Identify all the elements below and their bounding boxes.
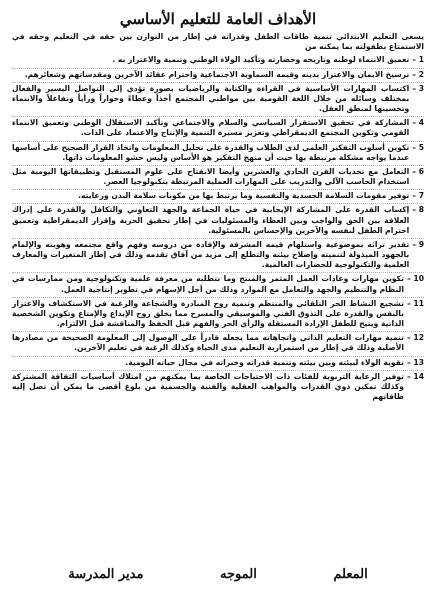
objective-text: ترسيخ الايمان والاعتزاز بدينه وقيمه السماوية الاجتماعية واحترام عقائد الآخرين ومقدساتهم وشعائرهم. xyxy=(24,69,410,79)
objective-item xyxy=(12,272,424,296)
objective-number: 11 – xyxy=(406,298,424,308)
objective-text: تكوين أسلوب التفكير العلمي لدى الطلاب والقدرة على تحليل المعلومات واتخاذ القرار الصحيح على أساسها عندما يواجه مشكلة مرتبطة بها حيث أن منهج التفكير هو الأساس وليس حشو المعلومات ذاتها. xyxy=(12,142,410,162)
signature-principal: مدير المدرسة xyxy=(68,567,144,582)
objective-item xyxy=(12,54,424,67)
objective-number: 13 – xyxy=(406,357,424,367)
objective-text: تعميق الانتماء لوطنه وتاريخه وحضارته وتأكيد الولاء الوطني وتنمية والاعتزاز به . xyxy=(112,55,410,65)
objective-text: تشجيع النشاط الحر التلقائي والمنتظم وتنمية روح المبادرة والشجاعة والرغبة في الاستكشاف والاعتزاز بالنفس والقدرة على التذوق الفني والموسيقي والمسرح مما يخلق روح الإبداع والإمتاع وتكوين الشخصية الذاتية ويتيح للطفل الإرادة المستقلة والرأي الحر والفهم قبل الحفظ والمناقشة قبل الالتزام. xyxy=(12,298,404,329)
objective-item xyxy=(12,116,424,140)
objective-number: 7 – xyxy=(412,191,424,201)
signature-teacher: المعلم xyxy=(333,567,368,582)
objective-text: تقوية الولاء لبيئته وبين بيئته وتنمية قدراته وخبراته في مجال حياته اليومية. xyxy=(125,357,404,367)
intro-paragraph: يسعى التعليم الابتدائي تنمية طاقات الطفل وقدراته في إطار من التوازن بين حقه في التعليم وحقه في الاستمتاع بطفولته بما يمكنه من xyxy=(12,32,424,52)
objective-item xyxy=(12,68,424,82)
objective-number: 12 – xyxy=(406,333,424,343)
objective-item xyxy=(12,297,424,332)
objective-text: إكساب القدرة على المشاركة الإيجابية في حياة الجماعة والجهد التعاوني والتكافل والقدرة على إدراك العلاقة بين الحق والواجب وبين العطاء والمسئوليات في إطار تحقيق الحرية وإقرار الديمقراطية وتعميق احترام الطفل لنفسه والآخرين والإحساس بالمسئولية. xyxy=(12,205,410,235)
objective-number: 6 – xyxy=(412,166,424,176)
objective-number: 14 – xyxy=(406,371,424,381)
signature-supervisor: الموجه xyxy=(220,567,257,582)
signature-row xyxy=(0,567,436,582)
objective-number: 2 – xyxy=(412,69,424,79)
objective-number: 5 – xyxy=(412,142,424,152)
objective-number: 9 – xyxy=(412,239,424,249)
objective-item xyxy=(12,370,424,405)
objective-text: تنمية مهارات التعليم الذاتي واتجاهاته مما يجعله قادراً على الوصول إلى المعلومة الصحيحة من مصادرها الأصلية وذلك في إطار من استمرارية التعليم مدى الحياة وكذلك الرغبة في تعليم الآخرين. xyxy=(12,333,404,353)
objective-item xyxy=(12,203,424,238)
objective-item xyxy=(12,82,424,117)
objective-number: 1 – xyxy=(412,55,424,65)
objective-item xyxy=(12,331,424,355)
objective-number: 3 – xyxy=(412,83,424,93)
objective-item xyxy=(12,165,424,189)
objective-item xyxy=(12,356,424,370)
objectives-list xyxy=(10,54,426,404)
objective-text: تكوين مهارات وعادات العمل المثمر والمنتج وما تتطلبه من معرفة علمية وتكنولوجية ومن ممارسات في النظام والتنظيم والجهد والتعامل مع الموارد وذلك من أجل الإسهام في تطوير إنتاجية العمل. xyxy=(12,274,404,294)
objective-number: 10 – xyxy=(406,274,424,284)
objective-number: 8 – xyxy=(412,205,424,215)
objective-number: 4 – xyxy=(412,118,424,128)
objective-text: توفير الرعاية التربوية للفئات ذات الاحتياجات الخاصة بما يمكنهم من امتلاك أساسيات الثقافة المشتركة وكذلك تمكين ذوي القدرات والمواهب العقلية والفنية والجسمية من بلوغ أقصى ما يمكن أن تصل إليه طاقاتهم xyxy=(12,371,404,402)
objective-item xyxy=(12,238,424,273)
objective-text: اكتساب المهارات الأساسية في القراءة والكتابة والرياضيات بصورة تؤدي إلى التواصل اليسير والفعال بمختلف وسائله من خلال اللغة القومية بين مواطني المجتمع أخذاً وعطاءً وحواراً ورأياً وتفاعلاً والانتماء وتحسينها لمنطق العقل. xyxy=(12,83,410,114)
objective-text: تقدير تراثه بموضوعية واستلهام قيمه المشرقة والإفادة من دروسه وفهم واقع مجتمعه وهويته والإلمام بالجهود المبذولة لتنميته وإصلاح بيئته والتطلع إلى مزيد من آفاق تقدمه وذلك في إطار المتغيرات والمعارف العلمية والتكنولوجية للحضارات العالمية. xyxy=(12,239,410,270)
page-title: الأهداف العامة للتعليم الأساسي xyxy=(119,10,317,28)
objective-text: المشاركة في تحقيق الاستقرار السياسي والسلام والاجتماعي وتأكيد الاستقلال الوطني وتعميق الانتماء القومي وتكوين المجتمع الديمقراطي وتعزيز مسيرة التنمية والإنتاج والاعتماد على الذات. xyxy=(12,118,410,138)
objective-item xyxy=(12,141,424,165)
objective-item xyxy=(12,189,424,203)
objective-text: توفير مقومات السلامة الجسدية والنفسية وما يرتبط بها من مكونات سلامة البدن ورعايته. xyxy=(78,191,410,201)
objective-text: التعامل مع تحديات القرن الحادي والعشرين وأيضا الانفتاح على علوم المستقبل وتطبيقاتها اليومية مثل استخدام الحاسب الآلي والتدريب على المهارات العملية المرتبطة بتكنولوجيا العصر. xyxy=(12,166,410,187)
